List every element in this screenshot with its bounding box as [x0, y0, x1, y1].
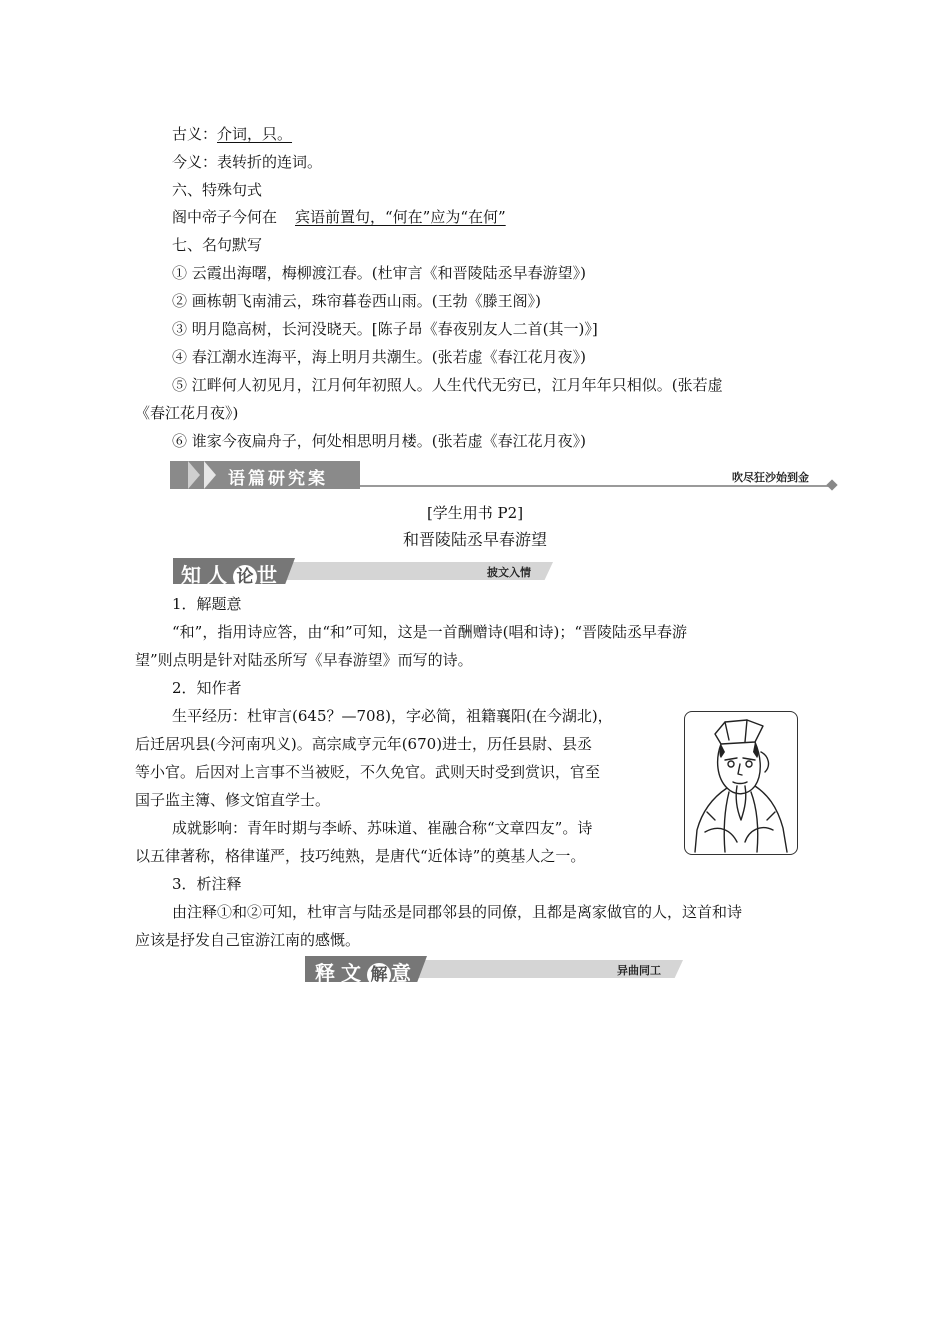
gu-yi-label: 古义： — [172, 125, 218, 143]
jin-yi-line: 今义：表转折的连词。 — [172, 153, 323, 171]
influence-line-2: 以五律著称，格律谨严，技巧纯熟，是唐代“近体诗”的奠基人之一。 — [135, 847, 586, 865]
diamond-icon — [826, 479, 837, 490]
biography-line-1: 生平经历：杜审言(645？—708)，字必简，祖籍襄阳(在今湖北)， — [172, 707, 613, 725]
poem-title: 和晋陵陆丞早春游望 — [402, 530, 547, 549]
biography-line-4: 国子监主簿、修文馆直学士。 — [135, 791, 331, 809]
special-sentence-line — [172, 207, 506, 227]
heading-3: 3．析注释 — [172, 875, 242, 893]
heading-2: 2．知作者 — [172, 679, 242, 697]
quote-5-line-1: ⑤ 江畔何人初见月，江月何年初照人。人生代代无穷已，江月年年只相似。(张若虚 — [172, 376, 723, 394]
student-book-ref: [学生用书 P2] — [426, 504, 524, 522]
section-tab-zhirenlunshi — [173, 558, 553, 587]
section-heading-7: 七、名句默写 — [172, 236, 263, 254]
paragraph-1-line-1: “和”，指用诗应答，由“和”可知，这是一首酬赠诗(唱和诗)；“晋陵陆丞早春游 — [172, 623, 688, 641]
gu-yi-line — [172, 124, 292, 144]
section-tab-shiwenjieyi — [305, 956, 683, 985]
tab-circle-char: 解 — [367, 963, 391, 987]
chevron-icon — [204, 461, 216, 489]
section-banner-yupian — [170, 461, 838, 491]
notes-line-2: 应该是抒发自己宦游江南的感慨。 — [135, 931, 361, 949]
paragraph-1-line-2: 望”则点明是针对陆丞所写《早春游望》而写的诗。 — [135, 651, 473, 669]
heading-1: 1．解题意 — [172, 595, 242, 613]
quote-5-line-2: 《春江花月夜》) — [135, 404, 239, 422]
special-sentence-note: 宾语前置句，“何在”应为“在何” — [295, 208, 506, 226]
quote-3: ③ 明月隐高树，长河没晓天。[陈子昂《春夜别友人二首(其一)》] — [172, 320, 598, 338]
tab-title: 释文 解 意 — [315, 961, 417, 985]
author-portrait — [684, 711, 798, 855]
notes-line-1: 由注释①和②可知，杜审言与陆丞是同郡邻县的同僚，且都是离家做官的人，这首和诗 — [172, 903, 743, 921]
section-heading-6: 六、特殊句式 — [172, 181, 263, 199]
biography-line-3: 等小官。后因对上言事不当被贬，不久免官。武则天时受到赏识，官至 — [135, 763, 601, 781]
tab-circle-char: 论 — [233, 565, 257, 589]
tab-motto: 异曲同工 — [617, 964, 661, 977]
chevron-icon — [188, 461, 200, 489]
banner-motto: 吹尽狂沙始到金 — [732, 471, 809, 484]
tab-title: 知人 论 世 — [181, 563, 283, 587]
special-sentence: 阁中帝子今何在 — [172, 208, 278, 226]
influence-line-1: 成就影响：青年时期与李峤、苏味道、崔融合称“文章四友”。诗 — [172, 819, 593, 837]
quote-1: ① 云霞出海曙，梅柳渡江春。(杜审言《和晋陵陆丞早春游望》) — [172, 264, 586, 282]
portrait-drawing — [685, 712, 797, 854]
banner-title: 语篇研究案 — [228, 469, 328, 489]
quote-6: ⑥ 谁家今夜扁舟子，何处相思明月楼。(张若虚《春江花月夜》) — [172, 432, 586, 450]
quote-2: ② 画栋朝飞南浦云，珠帘暮卷西山雨。(王勃《滕王阁》) — [172, 292, 541, 310]
gu-yi-value: 介词，只。 — [217, 125, 293, 143]
biography-line-2: 后迁居巩县(今河南巩义)。高宗咸亨元年(670)进士，历任县尉、县丞 — [135, 735, 593, 753]
quote-4: ④ 春江潮水连海平，海上明月共潮生。(张若虚《春江花月夜》) — [172, 348, 586, 366]
tab-motto: 披文入情 — [487, 566, 531, 579]
